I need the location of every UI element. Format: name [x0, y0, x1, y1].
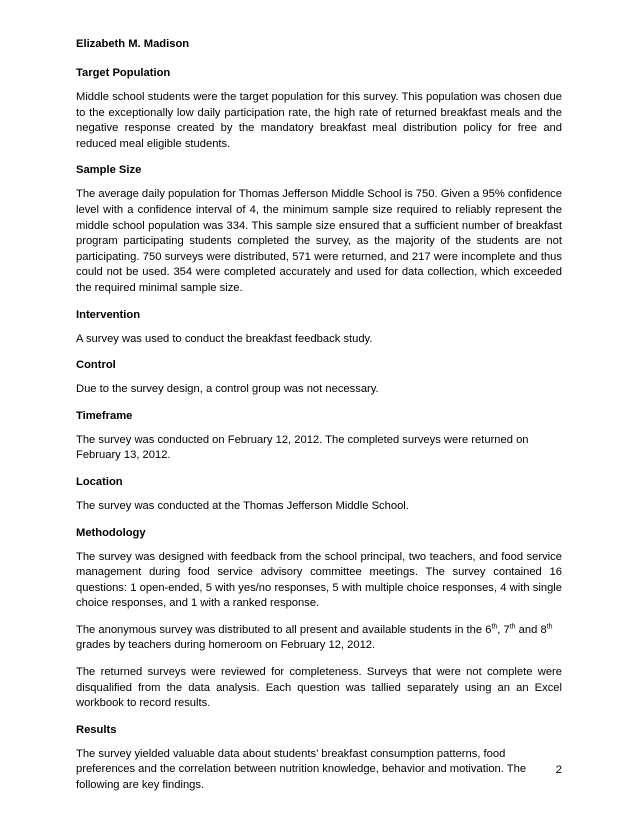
paragraph-methodology-review: The returned surveys were reviewed for completeness. Surveys that were not complete were disqualified from the data analysis. Each question was tallied separately using an an Excel workbook to record results.	[76, 666, 562, 710]
heading-results: Results	[76, 723, 117, 736]
grade-8-superscript: th	[546, 623, 553, 631]
paragraph-methodology-design: The survey was designed with feedback from the school principal, two teachers, and food service management during food service advisory committee meetings. The survey contained 16 questions: 1 open-ended, 5 with yes/no responses, 5 with multiple choice responses, 4 with single choice responses, and 1 with a ranked response.	[76, 550, 562, 610]
heading-timeframe: Timeframe	[76, 409, 133, 422]
page-content	[76, 37, 562, 805]
heading-methodology: Methodology	[76, 526, 146, 539]
page-number: 2	[555, 764, 562, 776]
paragraph-location: The survey was conducted at the Thomas Jefferson Middle School.	[76, 499, 409, 512]
heading-sample-size: Sample Size	[76, 164, 142, 177]
paragraph-timeframe: The survey was conducted on February 12, 2012. The completed surveys were returned on February 13, 2012.	[76, 433, 529, 462]
distribution-text-end: grades by teachers during homeroom on February 12, 2012.	[76, 639, 376, 652]
heading-location: Location	[76, 475, 123, 488]
paragraph-intervention: A survey was used to conduct the breakfast feedback study.	[76, 332, 373, 345]
paragraph-methodology-distribution	[76, 623, 562, 654]
paragraph-control: Due to the survey design, a control group was not necessary.	[76, 383, 379, 396]
heading-intervention: Intervention	[76, 308, 141, 321]
grade-7-superscript: th	[509, 623, 516, 631]
heading-target-population: Target Population	[76, 67, 171, 79]
distribution-text-grade-7: , 7	[497, 623, 510, 636]
grade-6-superscript: th	[491, 623, 498, 631]
author-name: Elizabeth M. Madison	[76, 38, 190, 50]
paragraph-target-population: Middle school students were the target population for this survey. This population was chosen due to the exceptionally low daily participation rate, the high rate of returned breakfast meals and the negative response created by the mandatory breakfast meal distribution policy for free and reduced meal eligible students.	[76, 91, 562, 150]
distribution-text-grade-8: and 8	[515, 623, 547, 636]
paragraph-results: The survey yielded valuable data about students’ breakfast consumption patterns, food preferences and the correlation between nutrition knowledge, behavior and motivation. The following are key findings.	[76, 747, 527, 792]
paragraph-sample-size: The average daily population for Thomas Jefferson Middle School is 750. Given a 95% confidence level with a confidence interval of 4, the minimum sample size required to reliably represent the middle school population was 334. This sample size ensured that a sufficient number of breakfast program participating students completed the survey, as the majority of the students are not participating. 750 surveys were distributed, 571 were returned, and 217 were incomplete and thus could not be used. 354 were completed accurately and used for data collection, which exceeded the required minimal sample size.	[76, 188, 562, 294]
heading-control: Control	[76, 359, 116, 372]
distribution-text-start: The anonymous survey was distributed to all present and available students in the 6	[76, 623, 492, 636]
